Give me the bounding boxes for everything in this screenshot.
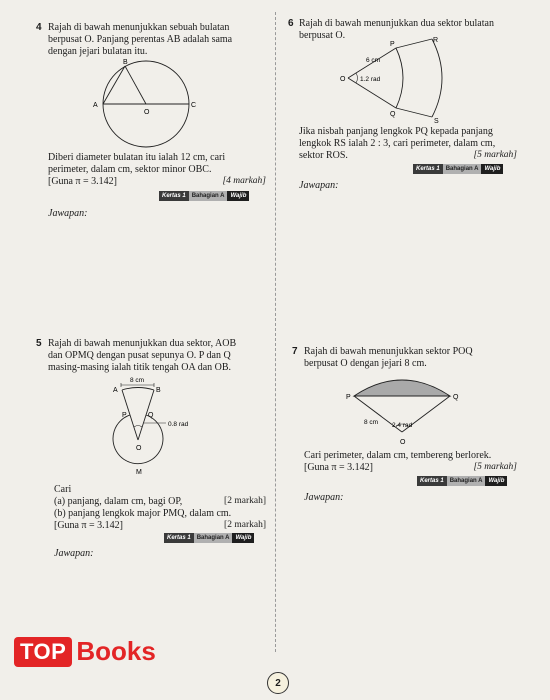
question-number: 5 [36, 338, 42, 349]
point-label: R [433, 37, 439, 44]
sector-diagram [338, 34, 458, 124]
question-text: dan OPMQ dengan pusat sepunya O. P dan Q [48, 350, 231, 361]
point-label: P [122, 412, 127, 419]
question-text: Diberi diameter bulatan itu ialah 12 cm, cari [48, 152, 226, 163]
topbooks-logo [14, 636, 156, 667]
angle-label: 1.2 rad [360, 76, 381, 83]
logo-top: TOP [14, 637, 72, 667]
column-divider [275, 12, 276, 652]
question-part-b: (b) panjang lengkok major PMQ, dalam cm. [54, 508, 232, 519]
question-text: lengkok RS ialah 2 : 3, cari perimeter, dalam cm, [299, 138, 496, 149]
formula-hint: [Guna π = 3.142] [48, 176, 118, 187]
answer-label: Jawapan: [48, 208, 88, 219]
point-label: B [156, 387, 161, 394]
point-label: O [144, 109, 150, 116]
marks-label: [5 markah] [473, 462, 517, 472]
section-tag: Kertas 1 Bahagian A Wajib [413, 164, 503, 174]
point-label: O [400, 439, 406, 446]
question-text: Cari perimeter, dalam cm, tembereng berlorek. [304, 450, 492, 461]
question-text: sektor ROS. [299, 150, 348, 161]
question-number: 7 [292, 346, 298, 357]
marks-label: [5 markah] [473, 150, 517, 160]
point-label: C [191, 102, 197, 109]
answer-label: Jawapan: [299, 180, 339, 191]
point-label: Q [148, 412, 154, 419]
point-label: Q [453, 394, 459, 401]
marks-label: [2 markah] [224, 520, 266, 530]
question-text: berpusat O. [299, 30, 346, 41]
angle-label: 0.8 rad [168, 421, 189, 428]
question-text: perimeter, dalam cm, sektor minor OBC. [48, 164, 212, 175]
question-text: Rajah di bawah menunjukkan dua sektor bulatan [299, 18, 494, 29]
angle-label: 2.4 rad [392, 422, 413, 429]
point-label: Q [390, 111, 396, 118]
question-text: Cari [54, 484, 72, 495]
logo-books: Books [76, 636, 156, 666]
section-tag: Kertas 1 Bahagian A Wajib [159, 191, 249, 201]
circle-diagram [90, 56, 210, 156]
point-label: S [434, 118, 439, 124]
question-text: berpusat O dengan jejari 8 cm. [304, 358, 427, 369]
question-part-a: (a) panjang, dalam cm, bagi OP, [54, 496, 183, 507]
sector-diagram [100, 372, 220, 480]
point-label: A [93, 102, 98, 109]
question-text: Jika nisbah panjang lengkok PQ kepada panjang [299, 126, 493, 137]
point-label: B [123, 59, 128, 66]
point-label: M [136, 469, 142, 476]
length-label: 6 cm [366, 57, 381, 64]
question-text: berpusat O. Panjang perentas AB adalah sama [48, 34, 233, 45]
question-text: masing-masing ialah titik tengah OA dan OB. [48, 362, 232, 373]
segment-diagram [344, 370, 464, 450]
page-number: 2 [267, 672, 289, 694]
answer-label: Jawapan: [304, 492, 344, 503]
section-tag: Kertas 1 Bahagian A Wajib [417, 476, 507, 486]
formula-hint: [Guna π = 3.142] [304, 462, 374, 473]
marks-label: [4 markah] [222, 176, 266, 186]
marks-label: [2 markah] [224, 496, 266, 506]
point-label: P [390, 41, 395, 48]
answer-label: Jawapan: [54, 548, 94, 559]
question-number: 6 [288, 18, 294, 29]
point-label: P [346, 394, 351, 401]
length-label: 8 cm [364, 419, 379, 426]
point-label: A [113, 387, 118, 394]
section-tag: Kertas 1 Bahagian A Wajib [164, 533, 254, 543]
question-text: Rajah di bawah menunjukkan sebuah bulatan [48, 22, 230, 33]
formula-hint: [Guna π = 3.142] [54, 520, 124, 531]
question-text: dengan jejari bulatan itu. [48, 46, 148, 57]
question-text: Rajah di bawah menunjukkan sektor POQ [304, 346, 473, 357]
question-number: 4 [36, 22, 42, 33]
point-label: O [340, 76, 346, 83]
point-label: O [136, 445, 142, 452]
question-text: Rajah di bawah menunjukkan dua sektor, AOB [48, 338, 237, 349]
length-label: 8 cm [130, 377, 145, 384]
